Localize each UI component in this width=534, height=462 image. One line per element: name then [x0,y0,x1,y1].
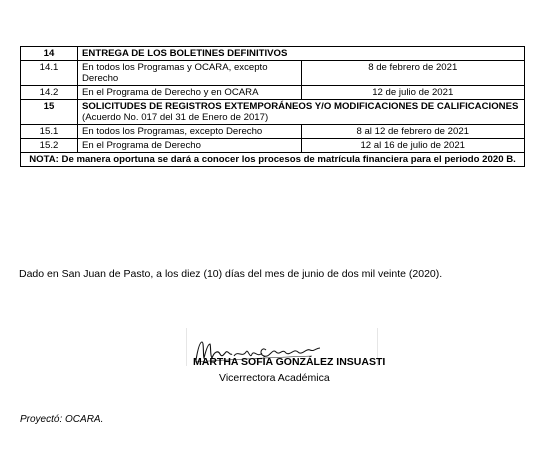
item-date: 8 al 12 de febrero de 2021 [301,125,525,139]
item-date: 8 de febrero de 2021 [301,61,525,86]
schedule-table [20,46,525,167]
table-row [21,61,525,86]
table-row [21,86,525,100]
closing-statement: Dado en San Juan de Pasto, a los diez (10) días del mes de junio de dos mil veinte (2020). [19,268,443,280]
item-date: 12 al 16 de julio de 2021 [301,139,525,153]
signer-name: MARTHA SOFÍA GONZÁLEZ INSUASTI [193,356,386,368]
item-description-cell [78,100,525,125]
signer-role: Vicerrectora Académica [219,372,330,384]
item-date: 12 de julio de 2021 [301,86,525,100]
item-description: ENTREGA DE LOS BOLETINES DEFINITIVOS [78,47,525,61]
table-row [21,47,525,61]
table-row [21,153,525,167]
table-note: NOTA: De manera oportuna se dará a conocer los procesos de matrícula financiera para el periodo 2020 B. [21,153,525,167]
item-description: En el Programa de Derecho y en OCARA [78,86,302,100]
item-number: 14.1 [21,61,78,86]
item-number: 14 [21,47,78,61]
item-subdescription: (Acuerdo No. 017 del 31 de Enero de 2017) [82,112,269,123]
prepared-by: Proyectó: OCARA. [20,414,104,425]
item-description: SOLICITUDES DE REGISTROS EXTEMPORÁNEOS Y/O MODIFICACIONES DE CALIFICACIONES [82,101,519,112]
item-description: En todos los Programas y OCARA, excepto Derecho [78,61,302,86]
item-description: En todos los Programas, excepto Derecho [78,125,302,139]
item-number: 15 [21,100,78,125]
table-row [21,125,525,139]
table-row [21,100,525,125]
table-row [21,139,525,153]
item-number: 15.2 [21,139,78,153]
item-number: 15.1 [21,125,78,139]
item-description: En el Programa de Derecho [78,139,302,153]
item-number: 14.2 [21,86,78,100]
